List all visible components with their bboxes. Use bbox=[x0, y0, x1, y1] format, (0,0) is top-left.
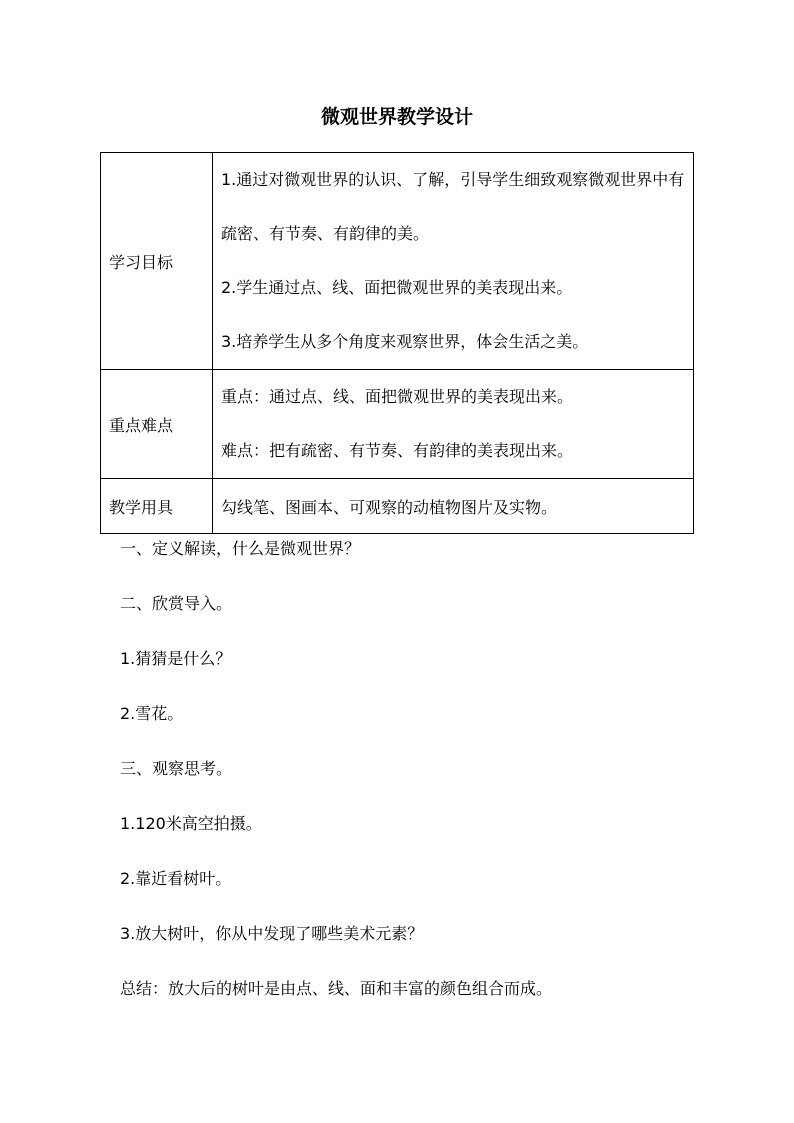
lesson-body bbox=[120, 521, 720, 1016]
body-paragraph: 总结：放大后的树叶是由点、线、面和丰富的颜色组合而成。 bbox=[120, 979, 553, 998]
body-paragraph: 一、定义解读，什么是微观世界？ bbox=[120, 539, 361, 558]
goal-item-2: 2.学生通过点、线、面把微观世界的美表现出来。 bbox=[221, 278, 573, 297]
goal-item-3: 3.培养学生从多个角度来观察世界，体会生活之美。 bbox=[221, 332, 589, 351]
goals-content bbox=[213, 153, 694, 370]
body-paragraph: 1.120米高空拍摄。 bbox=[120, 814, 262, 833]
keys-label: 重点难点 bbox=[101, 370, 213, 479]
difficult-point: 难点：把有疏密、有节奏、有韵律的美表现出来。 bbox=[221, 441, 574, 460]
document-title: 微观世界教学设计 bbox=[320, 106, 473, 128]
lesson-plan-table bbox=[100, 152, 694, 534]
body-paragraph: 二、欣赏导入。 bbox=[120, 594, 233, 613]
key-point: 重点：通过点、线、面把微观世界的美表现出来。 bbox=[221, 387, 574, 406]
body-paragraph: 2.靠近看树叶。 bbox=[120, 869, 232, 888]
tools-label: 教学用具 bbox=[101, 479, 213, 534]
body-paragraph: 1.猜猜是什么？ bbox=[120, 649, 232, 668]
table-row-keys bbox=[101, 370, 694, 479]
goals-label: 学习目标 bbox=[101, 153, 213, 370]
table-row-goals bbox=[101, 153, 694, 370]
body-paragraph: 2.雪花。 bbox=[120, 704, 184, 723]
keys-content bbox=[213, 370, 694, 479]
body-paragraph: 三、观察思考。 bbox=[120, 759, 233, 778]
tools-content: 勾线笔、图画本、可观察的动植物图片及实物。 bbox=[213, 479, 694, 534]
body-paragraph: 3.放大树叶，你从中发现了哪些美术元素？ bbox=[120, 924, 424, 943]
goal-item-1: 1.通过对微观世界的认识、了解，引导学生细致观察微观世界中有疏密、有节奏、有韵律的美。 bbox=[221, 170, 685, 243]
